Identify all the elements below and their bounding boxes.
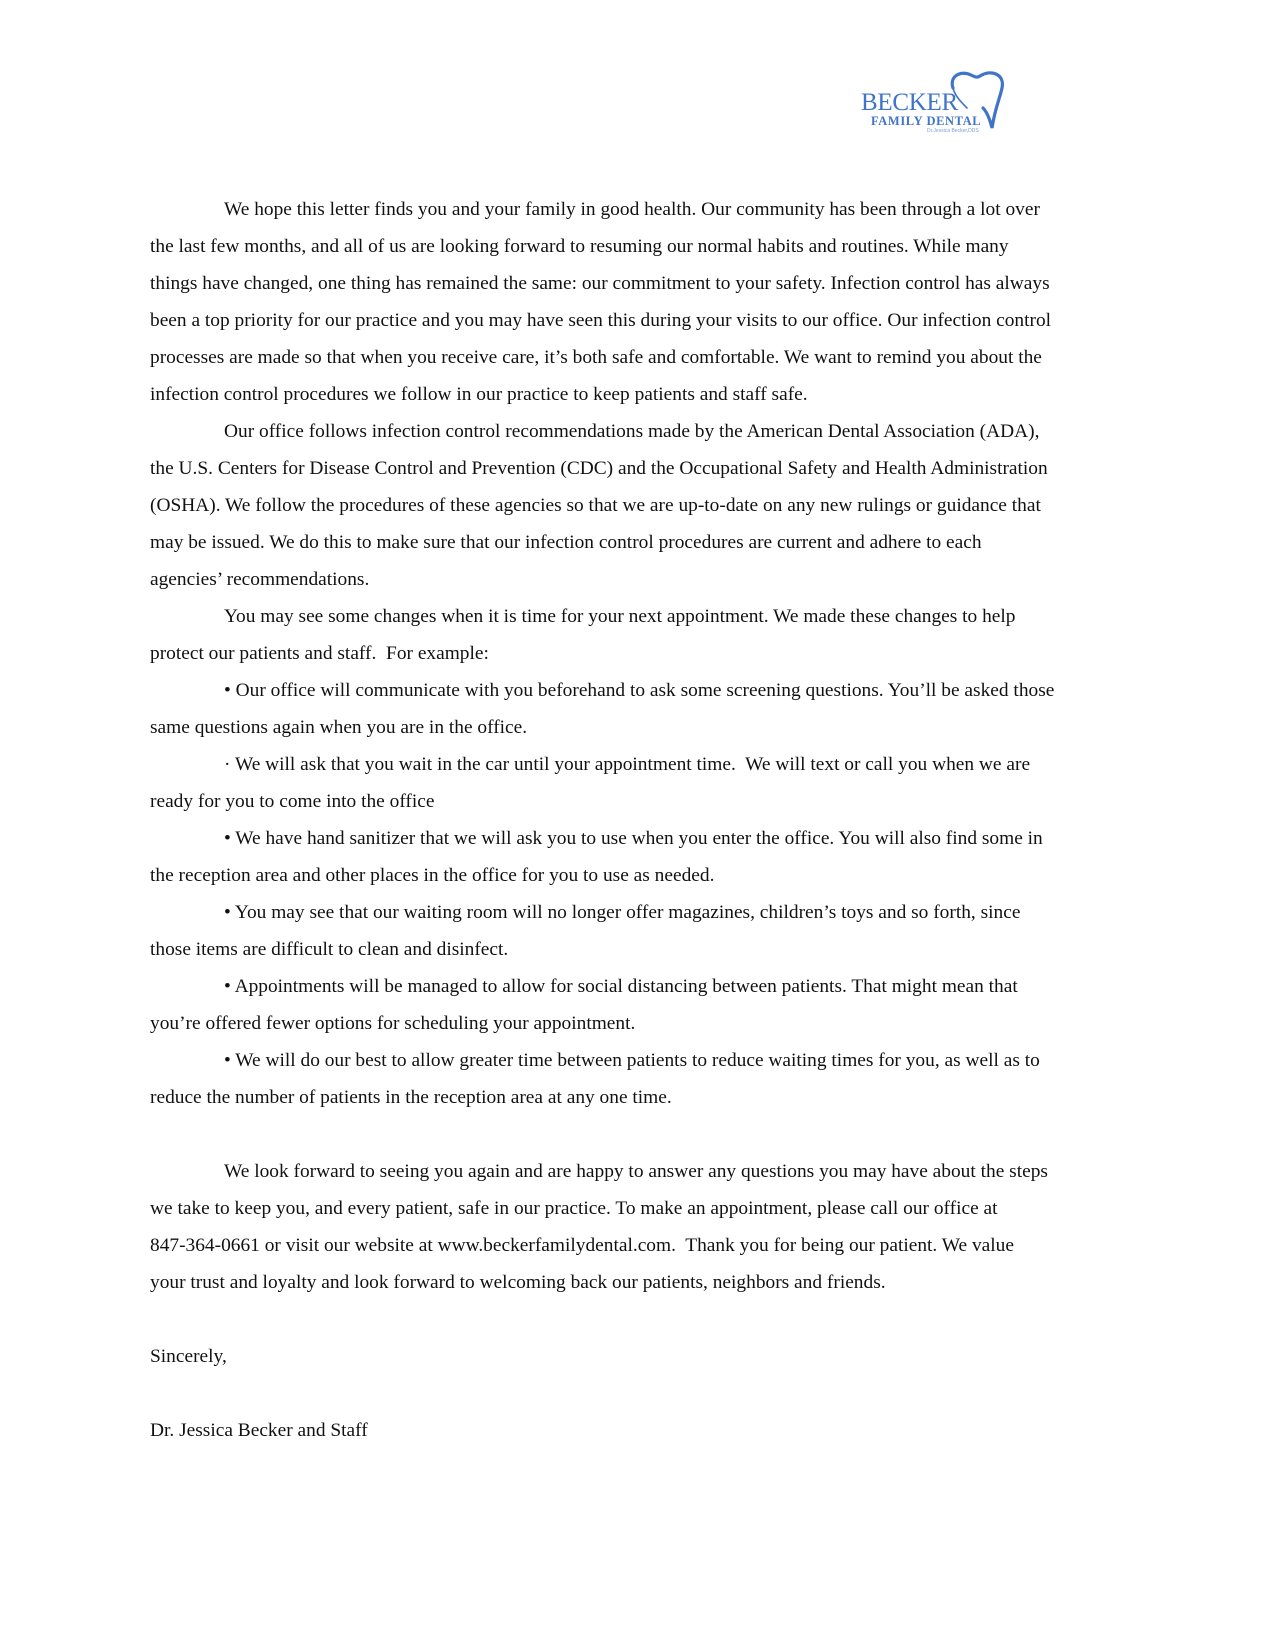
paragraph-3-line: protect our patients and staff. For example: <box>150 643 489 664</box>
bullet-item-line: • Our office will communicate with you beforehand to ask some screening questions. You’ll be asked those <box>224 680 1055 701</box>
closing-paragraph-line: 847-364-0661 or visit our website at www.beckerfamilydental.com. Thank you for being our patient. We value <box>150 1235 1014 1256</box>
bullet-item-line: those items are difficult to clean and disinfect. <box>150 939 509 960</box>
paragraph-2-line: may be issued. We do this to make sure that our infection control procedures are current and adhere to each <box>150 532 982 553</box>
bullet-item-line: · We will ask that you wait in the car until your appointment time. We will text or call you when we are <box>224 754 1031 775</box>
paragraph-1-line: the last few months, and all of us are looking forward to resuming our normal habits and routines. While many <box>150 236 1009 257</box>
paragraph-2-line: (OSHA). We follow the procedures of these agencies so that we are up-to-date on any new rulings or guidance that <box>150 495 1041 516</box>
paragraph-1-line: We hope this letter finds you and your family in good health. Our community has been through a lot over <box>224 199 1040 220</box>
signature: Dr. Jessica Becker and Staff <box>150 1420 368 1441</box>
paragraph-3-line: You may see some changes when it is time for your next appointment. We made these changes to help <box>224 606 1016 627</box>
closing-paragraph-line: we take to keep you, and every patient, safe in our practice. To make an appointment, please call our office at <box>150 1198 998 1219</box>
bullet-item-line: the reception area and other places in the office for you to use as needed. <box>150 865 715 886</box>
bullet-item-line: reduce the number of patients in the reception area at any one time. <box>150 1087 672 1108</box>
logo-brand-name: BECKER <box>861 89 958 116</box>
logo-subtitle: FAMILY DENTAL <box>871 114 982 128</box>
bullet-item-line: • We will do our best to allow greater time between patients to reduce waiting times for you, as well as to <box>224 1050 1040 1071</box>
bullet-item-line: • We have hand sanitizer that we will ask you to use when you enter the office. You will also find some in <box>224 828 1043 849</box>
paragraph-1-line: processes are made so that when you receive care, it’s both safe and comfortable. We want to remind you about the <box>150 347 1042 368</box>
paragraph-1-line: been a top priority for our practice and you may have seen this during your visits to our office. Our infection control <box>150 310 1052 331</box>
bullet-item-line: you’re offered fewer options for scheduling your appointment. <box>150 1013 636 1034</box>
bullet-item-line: same questions again when you are in the office. <box>150 717 528 738</box>
closing-paragraph-line: your trust and loyalty and look forward to welcoming back our patients, neighbors and friends. <box>150 1272 886 1293</box>
paragraph-1-line: things have changed, one thing has remained the same: our commitment to your safety. Infection control has always <box>150 273 1050 294</box>
paragraph-2-line: Our office follows infection control recommendations made by the American Dental Association (ADA), <box>224 421 1040 442</box>
bullet-item-line: • You may see that our waiting room will no longer offer magazines, children’s toys and so forth, since <box>224 902 1021 923</box>
logo-tagline: Dr.Jessica Becker,DDS <box>927 128 979 134</box>
practice-logo <box>855 68 1015 140</box>
closing-paragraph-line: We look forward to seeing you again and are happy to answer any questions you may have about the steps <box>224 1161 1048 1182</box>
bullet-item-line: • Appointments will be managed to allow for social distancing between patients. That might mean that <box>224 976 1018 997</box>
paragraph-2-line: the U.S. Centers for Disease Control and Prevention (CDC) and the Occupational Safety and Health Administration <box>150 458 1048 479</box>
signoff: Sincerely, <box>150 1346 227 1367</box>
bullet-item-line: ready for you to come into the office <box>150 791 435 812</box>
paragraph-1-line: infection control procedures we follow in our practice to keep patients and staff safe. <box>150 384 808 405</box>
paragraph-2-line: agencies’ recommendations. <box>150 569 370 590</box>
